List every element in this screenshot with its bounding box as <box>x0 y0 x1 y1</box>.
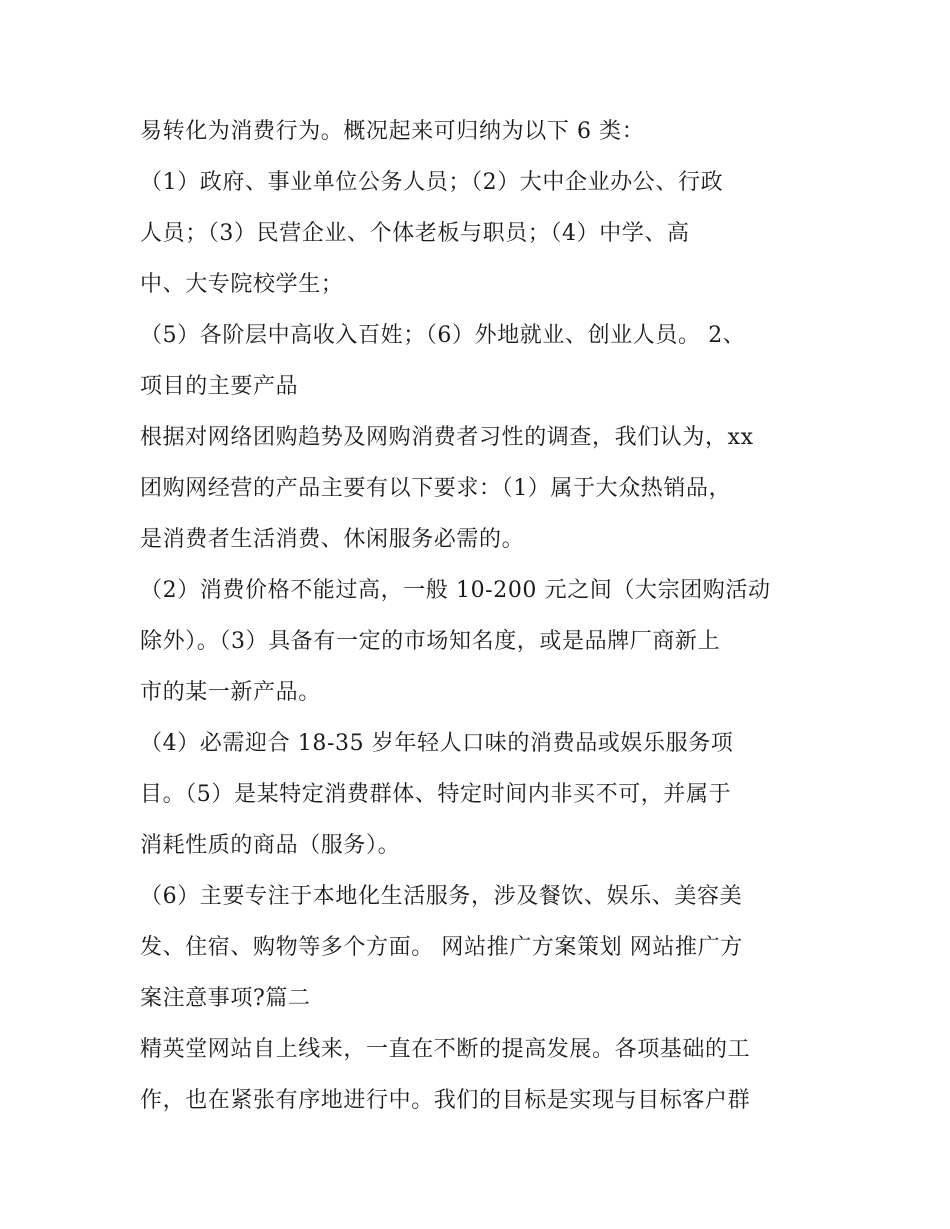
text-line: 作，也在紧张有序地进行中。我们的目标是实现与目标客户群 <box>140 1088 751 1113</box>
text-line: （1）政府、事业单位公务人员；（2）大中企业办公、行政 <box>140 170 724 195</box>
text-line: 除外）。（3）具备有一定的市场知名度，或是品牌厂商新上 <box>140 629 721 654</box>
text-line: 项目的主要产品 <box>140 374 299 399</box>
text-line: 案注意事项?篇二 <box>140 986 311 1011</box>
text-line: （6）主要专注于本地化生活服务，涉及餐饮、娱乐、美容美 <box>140 884 743 909</box>
text-line: 是消费者生活消费、休闲服务必需的。 <box>140 527 525 552</box>
text-line: 市的某一新产品。 <box>140 680 321 705</box>
document-body <box>140 106 820 1126</box>
text-line: 人员；（3）民营企业、个体老板与职员；（4）中学、高 <box>140 221 690 246</box>
text-line: （2）消费价格不能过高，一般 10-200 元之间（大宗团购活动 <box>140 578 771 603</box>
text-line: 根据对网络团购趋势及网购消费者习性的调查，我们认为，xx <box>140 425 754 450</box>
text-line: （4）必需迎合 18-35 岁年轻人口味的消费品或娱乐服务项 <box>140 731 734 756</box>
text-line: 团购网经营的产品主要有以下要求：（1）属于大众热销品， <box>140 476 732 501</box>
text-line: 精英堂网站自上线来，一直在不断的提高发展。各项基础的工 <box>140 1037 751 1062</box>
text-line: （5）各阶层中高收入百姓；（6）外地就业、创业人员。 2、 <box>140 323 746 348</box>
text-line: 易转化为消费行为。概况起来可归纳为以下 6 类： <box>140 119 645 144</box>
text-line: 消耗性质的商品（服务）。 <box>140 833 401 858</box>
text-line: 发、住宿、购物等多个方面。 网站推广方案策划 网站推广方 <box>140 935 743 960</box>
text-line: 目。（5）是某特定消费群体、特定时间内非买不可，并属于 <box>140 782 732 807</box>
text-line: 中、大专院校学生； <box>140 272 344 297</box>
